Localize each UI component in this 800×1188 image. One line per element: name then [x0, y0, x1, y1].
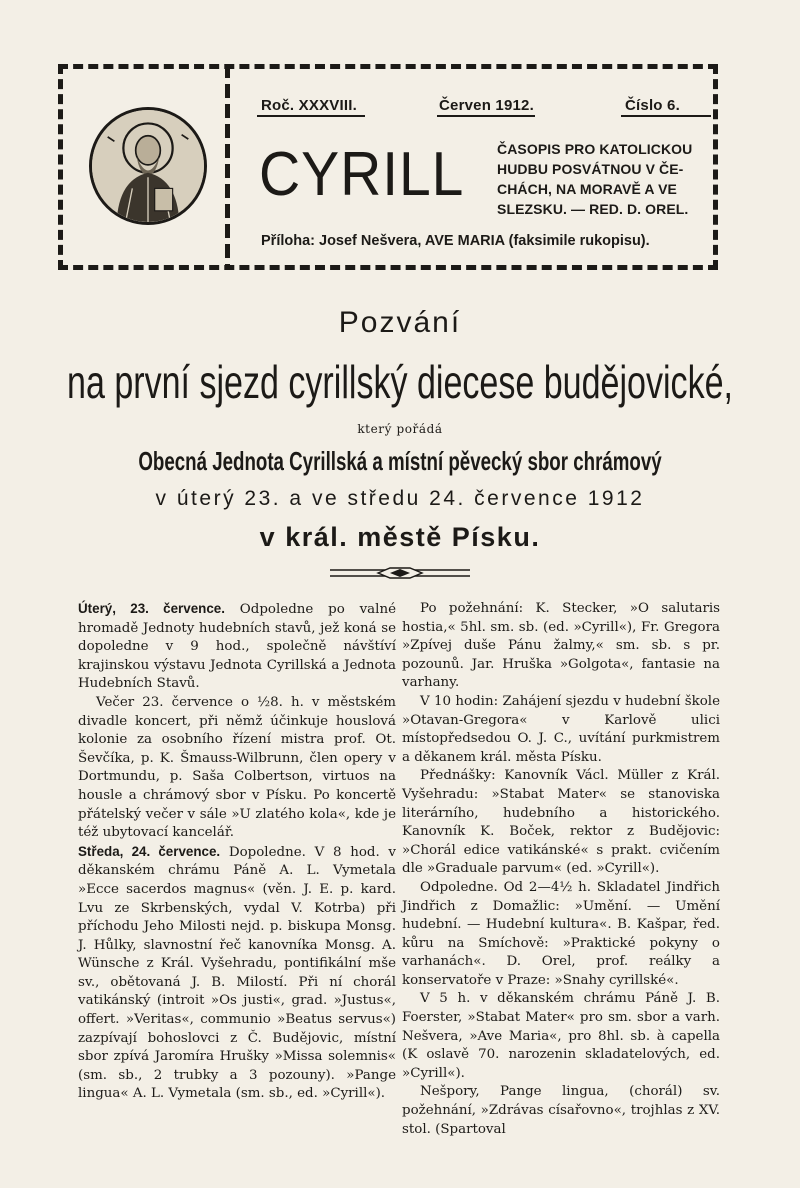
paragraph-text: Večer 23. července o ½8. h. v městském divadle koncert, při němž účinkuje houslová kolonie za osobního řízení mistra prof. Ot. Ševčíka, p. K. Šmauss-Wilbrunn, člen opery v Dortmundu, p. Saša Colbertson, virtuos na housle a chrámový sbor v Písku. Po koncertě přátelský večer v sále »U zlatého kola«, kde je též ubytovací kancelář. [78, 694, 396, 841]
left-column [78, 600, 396, 1104]
supplement-note: Příloha: Josef Nešvera, AVE MARIA (faksimile rukopisu). [261, 233, 650, 249]
issue-month: Červen 1912. [439, 97, 534, 114]
paragraph-text: Odpoledne. Od 2—4½ h. Skladatel Jindřich Jindřich z Domažlic: »Umění. — Umění hudební. — Hudební kultura«. B. Kašpar, řed. kůru na Smíchově: »Praktické pokyny o varhanách«. D. Orel, prof. reálky a konservatoře v Praze: »Snahy cyrillské«. [402, 879, 720, 988]
organized-by-label: který pořádá [357, 422, 443, 436]
organizers: Obecná Jednota Cyrillská a místní pěvecký sbor chrámový [138, 446, 662, 476]
description-line: SLEZSKU. — RED. D. OREL. [497, 201, 689, 217]
congress-location: v král. městě Písku. [259, 522, 541, 552]
description-line: CHÁCH, NA MORAVĚ A VE [497, 181, 677, 197]
paragraph-text: Přednášky: Kanovník Václ. Müller z Král. Vyšehradu: »Stabat Mater« se stanoviska literárního, hudebního a historického. Kanovník K. Boček, rektor z Budějovic: »Chorál edice vatikánské« s prakt. cvičením dle »Graduale parvum« (ed. »Cyrill«). [402, 768, 720, 877]
paragraph-text: Po požehnání: K. Stecker, »O salutaris hostia,« 5hl. sm. sb. (ed. »Cyrill«), Fr. Gregora »Zpívej duše Pánu žalmy,« sm. sb. s pr. pozounů. Jar. Hruška »Golgota«, fantasie na varhany. [402, 601, 720, 691]
paragraph-text: Nešpory, Pange lingua, (chorál) sv. požehnání, »Zdrávas císařovno«, trojhlas z XV. stol. (Spartoval [402, 1084, 720, 1137]
paragraph-text: V 5 h. v děkanském chrámu Páně J. B. Foerster, »Stabat Mater« pro sm. sbor a varh. Nešvera, »Ave Maria«, pro 8hl. sb. à capella (K oslavě 70. narozenin skladatelových, ed. »Cyrill«). [402, 991, 720, 1081]
masthead-frame [58, 64, 718, 270]
paragraph-text: Odpoledne po valné hromadě Jednoty hudebních stavů, jež koná se dopoledne v 9 hod., společně návštíví krajinskou výstavu Jednota Cyrillská a Jednota Hudebních Stavů. [78, 602, 396, 692]
paragraph [78, 843, 396, 1104]
volume-underline [257, 115, 365, 117]
congress-dates: v úterý 23. a ve středu 24. července 1912 [155, 487, 645, 510]
description-line: HUDBU POSVÁTNOU V ČE- [497, 161, 684, 177]
saint-cyril-portrait-icon [89, 107, 207, 225]
paragraph [402, 767, 720, 879]
day-heading: Středa, 24. července. [78, 843, 221, 859]
masthead-divider [225, 64, 230, 270]
journal-description [497, 139, 712, 219]
issue-number: Číslo 6. [625, 97, 680, 114]
paragraph [402, 600, 720, 693]
ornament-divider-icon [330, 566, 470, 580]
number-underline [621, 115, 711, 117]
portrait-engraving [92, 110, 204, 222]
paragraph [78, 694, 396, 843]
paragraph [78, 600, 396, 694]
paragraph [402, 1083, 720, 1139]
paragraph-text: V 10 hodin: Zahájení sjezdu v hudební škole »Otavan-Gregora« v Karlově ulici místopředsedou O. J. C., uvítání purkmistrem a děkanem král. města Písku. [402, 693, 720, 765]
day-heading: Úterý, 23. července. [78, 601, 225, 616]
paragraph [402, 879, 720, 991]
journal-title: CYRILL [259, 140, 465, 209]
paragraph-text: Dopoledne. V 8 hod. v děkanském chrámu Páně A. L. Vymetala »Ecce sacerdos magnus« (věn. J. E. p. kard. Lvu ze Skrbenských, vydal V. Kotrba) při příchodu Jeho Milosti nejd. p. biskupa Monsg. J. Hůlky, slavnostní řeč kanovníka Monsg. A. Wünsche z Král. Vyšehradu, pontifikální mše sv., obětovaná J. B. Milostí. Při ní chorál vatikánský (introit »Os justi«, grad. »Justus«, offert. »Veritas«, communio »Beatus servus«) zazpívají bohoslovci z Č. Budějovic, místní sbor zpívá Jaromíra Hrušky »Missa solemnis« (sm. sb., 2 trubky a 3 pozouny). »Pange lingua« A. L. Vymetala (sm. sb., ed. »Cyrill«). [78, 844, 396, 1102]
volume-number: Roč. XXXVIII. [261, 97, 357, 114]
description-line: ČASOPIS PRO KATOLICKOU [497, 141, 693, 157]
paragraph [402, 990, 720, 1083]
invitation-heading: Pozvání [338, 306, 462, 339]
right-column [402, 600, 720, 1139]
congress-title: na první sjezd cyrillský diecese budějovické, [67, 356, 733, 408]
paragraph [402, 693, 720, 767]
month-underline [437, 115, 535, 117]
